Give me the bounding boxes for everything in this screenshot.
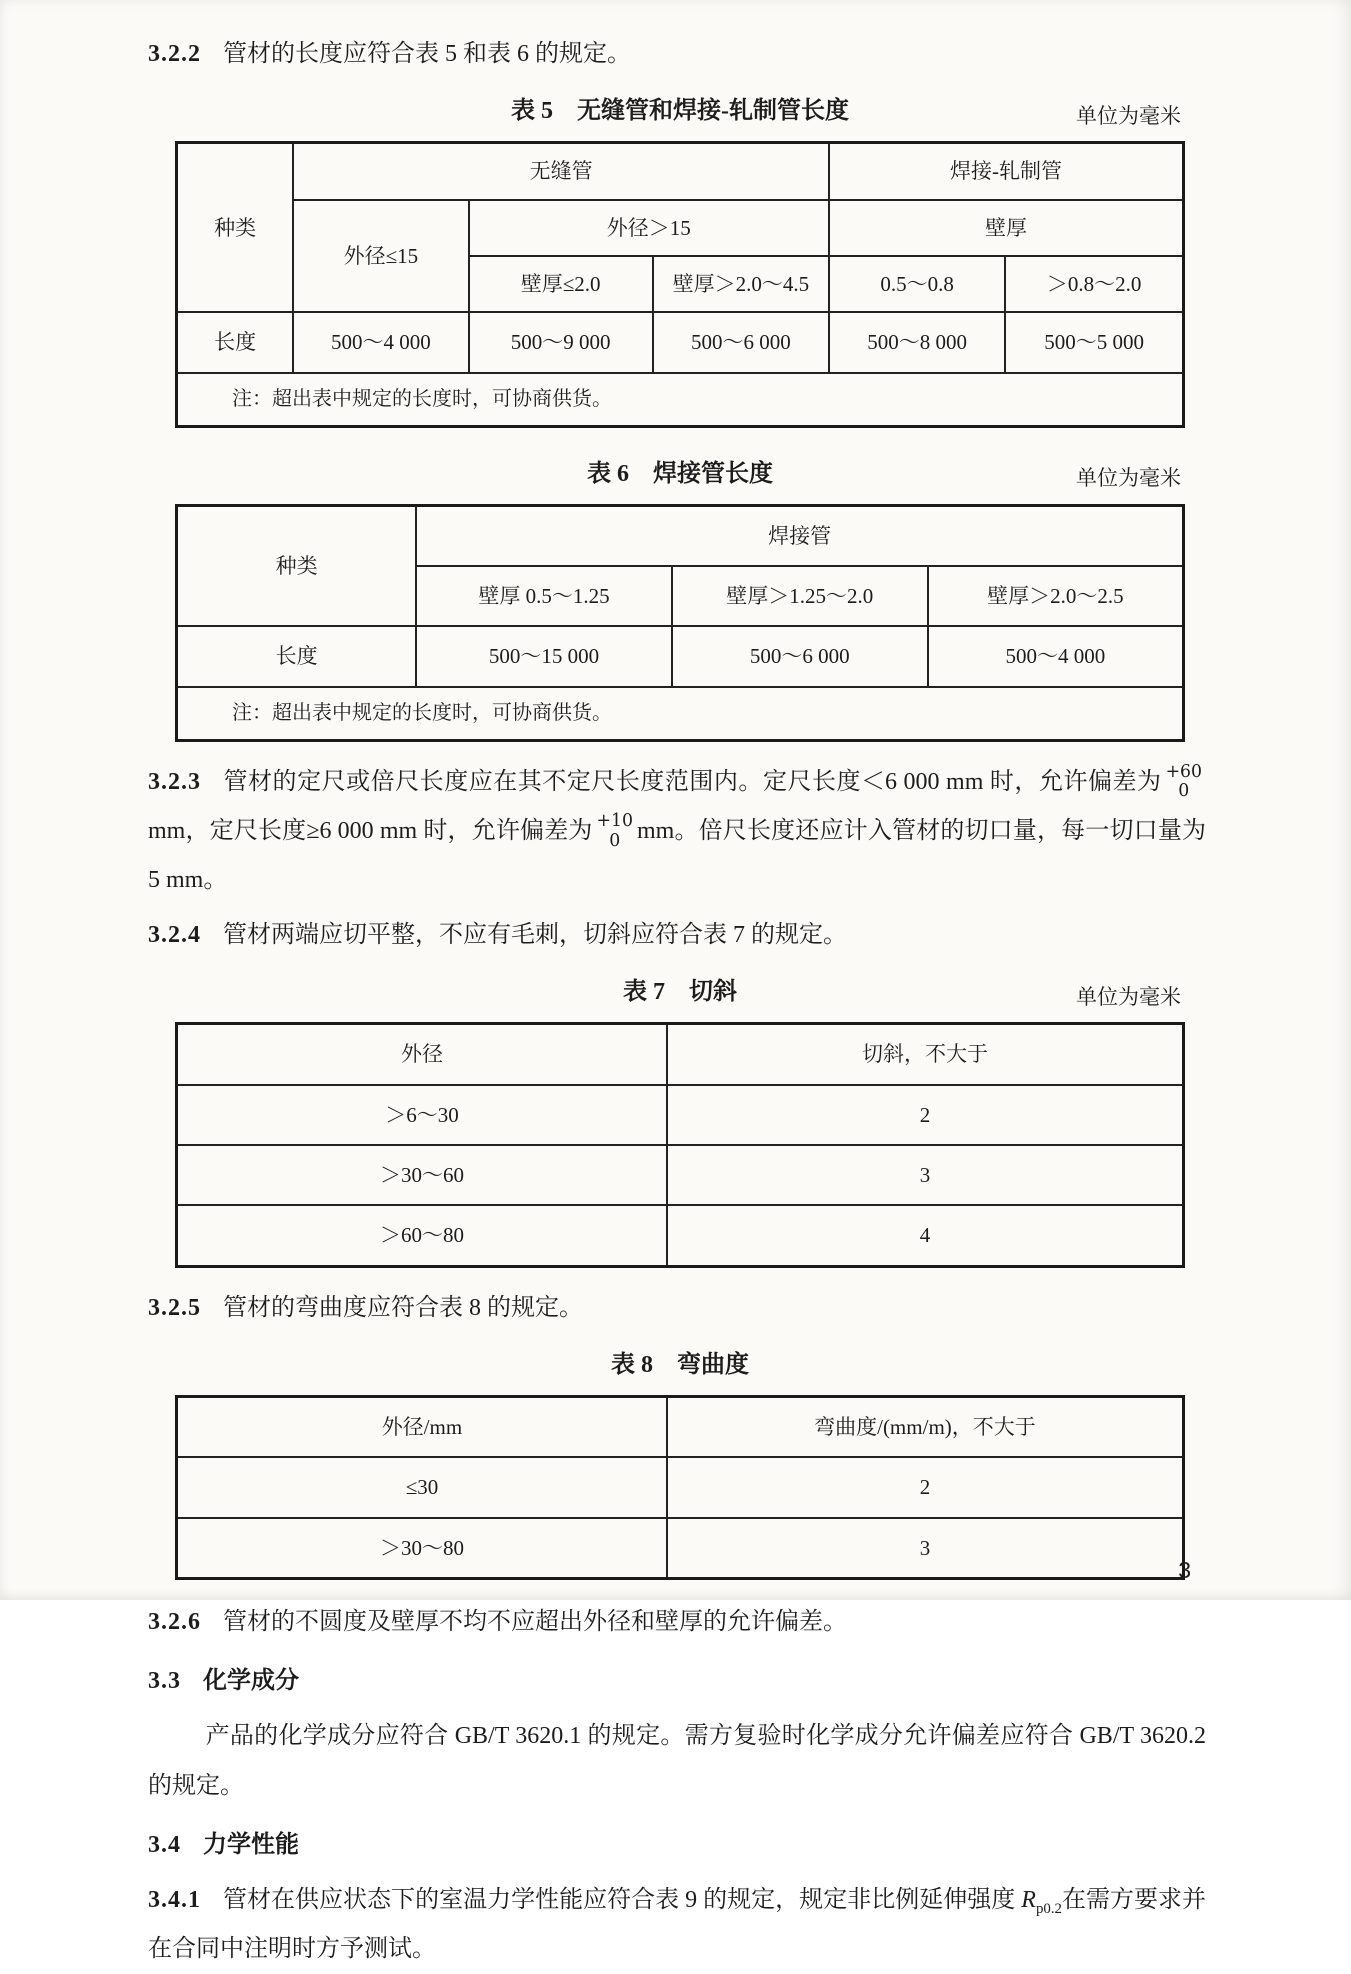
- clause-text-seg1: 管材在供应状态下的室温力学性能应符合表 9 的规定，规定非比例延伸强度: [223, 1886, 1022, 1913]
- t7-r2-od: ＞30～60: [177, 1145, 667, 1205]
- table6-header-row-1: [177, 505, 1184, 566]
- t5-h-wall: 壁厚: [829, 200, 1184, 256]
- page-number: 3: [1178, 1557, 1191, 1583]
- clause-text-seg2: mm，定尺长度≥6 000 mm 时，允许偏差为: [148, 817, 593, 844]
- table6-unit-label: 单位为毫米: [1076, 466, 1181, 491]
- clause-number: 3.2.2: [148, 41, 201, 67]
- table5-header-row-1: [177, 143, 1184, 200]
- table5-unit-label: 单位为毫米: [1076, 103, 1181, 128]
- clause-number: 3.2.3: [148, 768, 201, 795]
- table7-caption: [175, 976, 1185, 1014]
- t8-r1-od: ≤30: [177, 1457, 667, 1517]
- t8-h-od: 外径/mm: [177, 1396, 667, 1457]
- t7-r3-od: ＞60～80: [177, 1205, 667, 1266]
- table7-label: 表 7: [623, 979, 665, 1006]
- clause-3-2-4: [148, 911, 1206, 960]
- paragraph-text: 产品的化学成分应符合 GB/T 3620.1 的规定。需方复验时化学成分允许偏差应符合 GB/T 3620.2 的规定。: [148, 1723, 1206, 1799]
- table6-title: [587, 461, 773, 487]
- clause-number: 3.2.4: [148, 922, 201, 949]
- t5-h-wt-0820: ＞0.8～2.0: [1005, 256, 1183, 312]
- t8-r1-val: 2: [667, 1457, 1184, 1517]
- heading-number: 3.4: [148, 1831, 181, 1858]
- table6-title-text: 焊接管长度: [653, 460, 773, 487]
- t5-h-kind: 种类: [177, 143, 294, 313]
- t6-h-wt3: 壁厚＞2.0～2.5: [928, 566, 1184, 626]
- t6-value-1: 500～15 000: [416, 626, 672, 686]
- clause-text-seg1: 管材的定尺或倍尺长度应在其不定尺长度范围内。定尺长度＜6 000 mm 时，允许偏差为: [223, 768, 1162, 795]
- tolerance-bottom: 0: [1178, 781, 1190, 802]
- table5-title: [511, 98, 849, 124]
- t5-value-2: 500～9 000: [469, 312, 653, 372]
- t6-h-welded: 焊接管: [416, 505, 1183, 566]
- clause-3-2-6: [148, 1598, 1206, 1647]
- table6-note-row: [177, 687, 1184, 741]
- clause-text: 管材的不圆度及壁厚不均不应超出外径和壁厚的允许偏差。: [223, 1608, 847, 1635]
- clause-text-seg3: mm。倍尺长度还应计入管材的切口量，每一切口量为 5 mm。: [148, 817, 1206, 893]
- clause-text: 管材两端应切平整，不应有毛刺，切斜应符合表 7 的规定。: [223, 922, 847, 949]
- t5-value-3: 500～6 000: [653, 312, 829, 372]
- t7-r1-od: ＞6～30: [177, 1085, 667, 1145]
- table6-caption: [175, 458, 1185, 496]
- table5-title-text: 无缝管和焊接-轧制管长度: [577, 98, 849, 125]
- t7-h-slant: 切斜，不大于: [667, 1024, 1184, 1085]
- t6-h-wt2: 壁厚＞1.25～2.0: [672, 566, 928, 626]
- page-content: [148, 24, 1206, 1974]
- table8-header-row: [177, 1396, 1184, 1457]
- table7-header-row: [177, 1024, 1184, 1085]
- clause-3-2-2: [148, 30, 1206, 79]
- heading-number: 3.3: [148, 1668, 181, 1695]
- t7-r2-val: 3: [667, 1145, 1184, 1205]
- t6-h-wt1: 壁厚 0.5～1.25: [416, 566, 672, 626]
- heading-3-3: [148, 1657, 1206, 1706]
- symbol-subscript: p0.2: [1035, 1900, 1062, 1917]
- table7-title-text: 切斜: [689, 979, 737, 1006]
- heading-text: 化学成分: [203, 1668, 299, 1695]
- table5-label: 表 5: [511, 98, 553, 125]
- table7: [175, 1022, 1185, 1267]
- t7-r3-val: 4: [667, 1205, 1184, 1266]
- t5-h-od-le15: 外径≤15: [293, 200, 468, 313]
- t6-value-3: 500～4 000: [928, 626, 1184, 686]
- t5-h-welded: 焊接-轧制管: [829, 143, 1184, 200]
- t7-h-od: 外径: [177, 1024, 667, 1085]
- heading-3-4: [148, 1821, 1206, 1870]
- t5-h-wt-le20: 壁厚≤2.0: [469, 256, 653, 312]
- table8-row-2: [177, 1518, 1184, 1579]
- t5-row-label: 长度: [177, 312, 294, 372]
- table7-title: [623, 979, 737, 1005]
- table7-row-1: [177, 1085, 1184, 1145]
- table6-data-row: [177, 626, 1184, 686]
- t7-r1-val: 2: [667, 1085, 1184, 1145]
- table8-title-text: 弯曲度: [677, 1351, 749, 1378]
- table6: [175, 504, 1185, 742]
- t8-r2-od: ＞30～80: [177, 1518, 667, 1579]
- clause-3-4-1: [148, 1876, 1206, 1974]
- t6-value-2: 500～6 000: [672, 626, 928, 686]
- table6-label: 表 6: [587, 460, 629, 487]
- symbol-R: R: [1021, 1886, 1036, 1913]
- clause-number: 3.2.5: [148, 1294, 201, 1321]
- t5-h-wt-2045: 壁厚＞2.0～4.5: [653, 256, 829, 312]
- t5-value-1: 500～4 000: [293, 312, 468, 372]
- t5-h-wt-0508: 0.5～0.8: [829, 256, 1005, 312]
- t5-h-od-gt15: 外径＞15: [469, 200, 829, 256]
- t6-h-kind: 种类: [177, 505, 417, 626]
- t6-note: 注：超出表中规定的长度时，可协商供货。: [177, 687, 1184, 741]
- table7-row-3: [177, 1205, 1184, 1266]
- t6-row-label: 长度: [177, 626, 417, 686]
- table8: [175, 1395, 1185, 1580]
- table8-caption: [175, 1349, 1185, 1387]
- clause-3-2-3: [148, 758, 1206, 906]
- tolerance-top: +10: [596, 811, 633, 832]
- t5-note: 注：超出表中规定的长度时，可协商供货。: [177, 373, 1184, 427]
- clause-text: 管材的长度应符合表 5 和表 6 的规定。: [223, 41, 631, 67]
- tolerance-plus10-0: [597, 812, 633, 851]
- t8-r2-val: 3: [667, 1518, 1184, 1579]
- clause-3-2-5: [148, 1284, 1206, 1333]
- table5-header-row-2: [177, 200, 1184, 256]
- heading-text: 力学性能: [203, 1831, 299, 1858]
- table8-label: 表 8: [611, 1351, 653, 1378]
- table5-note-row: [177, 373, 1184, 427]
- table8-title: [611, 1352, 749, 1378]
- tolerance-bottom: 0: [609, 830, 621, 851]
- t5-value-4: 500～8 000: [829, 312, 1005, 372]
- tolerance-top: +60: [1165, 762, 1202, 783]
- paragraph-3-3: [148, 1712, 1206, 1810]
- clause-text: 管材的弯曲度应符合表 8 的规定。: [223, 1294, 583, 1321]
- table7-unit-label: 单位为毫米: [1076, 984, 1181, 1009]
- t5-value-5: 500～5 000: [1005, 312, 1183, 372]
- clause-number: 3.2.6: [148, 1608, 201, 1635]
- table5-data-row: [177, 312, 1184, 372]
- tolerance-plus60-0: [1166, 763, 1202, 802]
- t5-h-seamless: 无缝管: [293, 143, 829, 200]
- t8-h-bend: 弯曲度/(mm/m)，不大于: [667, 1396, 1184, 1457]
- table5-caption: [175, 95, 1185, 133]
- table7-row-2: [177, 1145, 1184, 1205]
- table5: [175, 141, 1185, 427]
- clause-text-seg2: 在需方要求并在合同中注明时方予测试。: [148, 1886, 1207, 1963]
- clause-number: 3.4.1: [148, 1886, 201, 1913]
- table8-row-1: [177, 1457, 1184, 1517]
